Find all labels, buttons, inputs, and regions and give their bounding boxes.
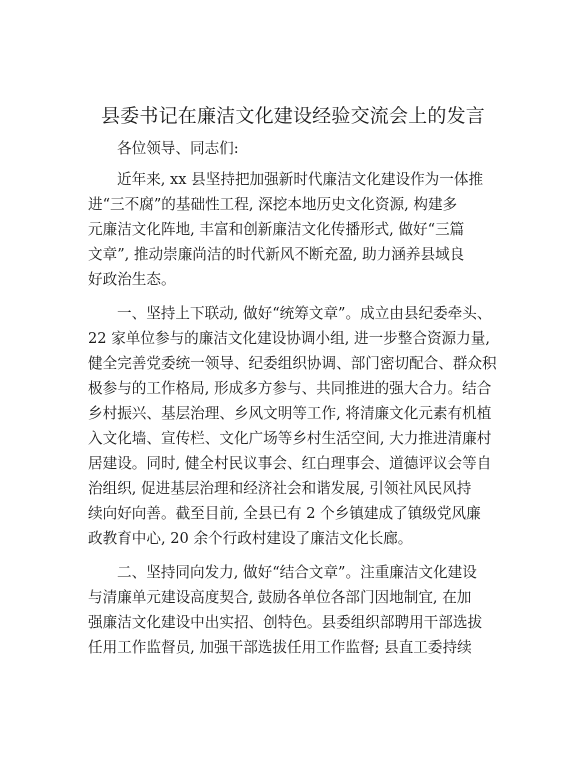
text-line: 任用工作监督员, 加强干部选拔任用工作监督; 县直工委持续 xyxy=(88,639,472,656)
text-line: 与清廉单元建设高度契合, 鼓励各单位各部门因地制宜, 在加 xyxy=(88,589,472,606)
text-line: 文章”, 推动崇廉尚洁的时代新风不断充盈, 助力涵养县域良 xyxy=(88,246,465,263)
text-line: 元廉洁文化阵地, 丰富和创新廉洁文化传播形式, 做好“三篇 xyxy=(88,221,465,238)
text-line: 好政治生态。 xyxy=(88,271,176,288)
paragraph-section-2 xyxy=(88,560,508,660)
text-line: 强廉洁文化建设中出实招、创特色。县委组织部聘用干部选拔 xyxy=(88,614,483,631)
text-line: 极参与的工作格局, 形成多方参与、共同推进的强大合力。结合 xyxy=(88,380,492,397)
text-line: 续向好向善。截至目前, 全县已有 2 个乡镇建成了镇级党风廉 xyxy=(88,505,481,522)
text-line: 治组织, 促进基层治理和经济社会和谐发展, 引领社风民风持 xyxy=(88,480,472,497)
text-line: 一、坚持上下联动, 做好“统筹文章”。成立由县纪委牵头、 xyxy=(117,305,492,322)
text-line: 近年来, xx 县坚持把加强新时代廉洁文化建设作为一体推 xyxy=(117,171,484,188)
text-line: 二、坚持同向发力, 做好“结合文章”。注重廉洁文化建设 xyxy=(117,564,477,581)
text-line: 政教育中心, 20 余个行政村建设了廉洁文化长廊。 xyxy=(88,530,413,547)
paragraph-intro xyxy=(88,167,508,292)
text-line: 居建设。同时, 健全村民议事会、红白理事会、道德评议会等自 xyxy=(88,455,492,472)
text-line: 乡村振兴、基层治理、乡风文明等工作, 将清廉文化元素有机植 xyxy=(88,405,492,422)
text-line: 入文化墙、宣传栏、文化广场等乡村生活空间, 大力推进清廉村 xyxy=(88,430,492,447)
text-line: 22 家单位参与的廉洁文化建设协调小组, 进一步整合资源力量, xyxy=(88,330,490,347)
document-body xyxy=(88,136,508,669)
text-line: 健全完善党委统一领导、纪委组织协调、部门密切配合、群众积 xyxy=(88,355,497,372)
text-line: 进“三不腐”的基础性工程, 深挖本地历史文化资源, 构建多 xyxy=(88,196,458,213)
paragraph-section-1 xyxy=(88,301,508,551)
document-title: 县委书记在廉洁文化建设经验交流会上的发言 xyxy=(100,105,485,127)
salutation: 各位领导、同志们: xyxy=(117,140,239,157)
